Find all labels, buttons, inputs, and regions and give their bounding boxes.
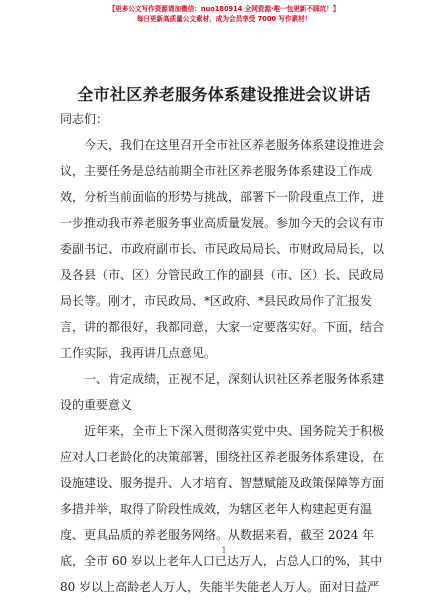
body-line: 80 岁以上高龄老人万人，失能半失能老人万人。面对日益严	[60, 580, 380, 594]
promo-banner-line-2: 每日更新高质量公文素材，成为会员享受 7000 写作素材！	[136, 15, 312, 23]
document-title: 全市社区养老服务体系建设推进会议讲话	[77, 85, 371, 104]
body-line: 多措并举，取得了阶段性成效，为辖区老年人构建起更有温	[60, 502, 373, 516]
body-line: 局长等。刚才，市民政局、*区政府、*县民政局作了汇报发	[60, 294, 373, 308]
body-line: 一、肯定成绩，正视不足，深刻认识社区养老服务体系建	[84, 372, 385, 386]
body-line: 工作实际，我再讲几点意见。	[60, 346, 217, 360]
body-line: 委副书记、市政府副市长、市民政局局长、市财政局局长，以	[60, 242, 385, 256]
document-body	[60, 106, 390, 600]
body-line: 设施建设、服务提升、人才培育、智慧赋能及政策保障等方面	[60, 476, 385, 490]
body-line: 议，主要任务是总结前期全市社区养老服务体系建设工作成	[60, 164, 373, 178]
body-line: 同志们：	[60, 112, 109, 126]
body-line: 度、更具品质的养老服务网络。从数据来看，截至 2024 年	[60, 528, 375, 542]
body-line: 效，分析当前面临的形势与挑战，部署下一阶段重点工作，进	[60, 190, 385, 204]
body-line: 底，全市 60 岁以上老年人口已达万人，占总人口的%，其中	[60, 554, 383, 568]
body-line: 设的重要意义	[60, 398, 133, 412]
body-line: 应对人口老龄化的决策部署，围绕社区养老服务体系建设，在	[60, 450, 385, 464]
body-line: 及各县（市、区）分管民政工作的副县（市、区）长、民政局	[60, 268, 385, 282]
body-line: 一步推动我市养老服务事业高质量发展。参加今天的会议有市	[60, 216, 385, 230]
body-line: 近年来，全市上下深入贯彻落实党中央、国务院关于积极	[84, 424, 385, 438]
page-number: 1	[221, 546, 227, 555]
promo-banner-line-1: 【更多公文写作资源请加微信：nuo180914 全网资源·唯一包更新不踩坑！】	[108, 5, 340, 13]
body-line: 言，讲的都很好，我都同意，大家一定要落实好。下面，结合	[60, 320, 385, 334]
body-line: 今天，我们在这里召开全市社区养老服务体系建设推进会	[84, 138, 385, 152]
promo-banner	[0, 4, 448, 24]
